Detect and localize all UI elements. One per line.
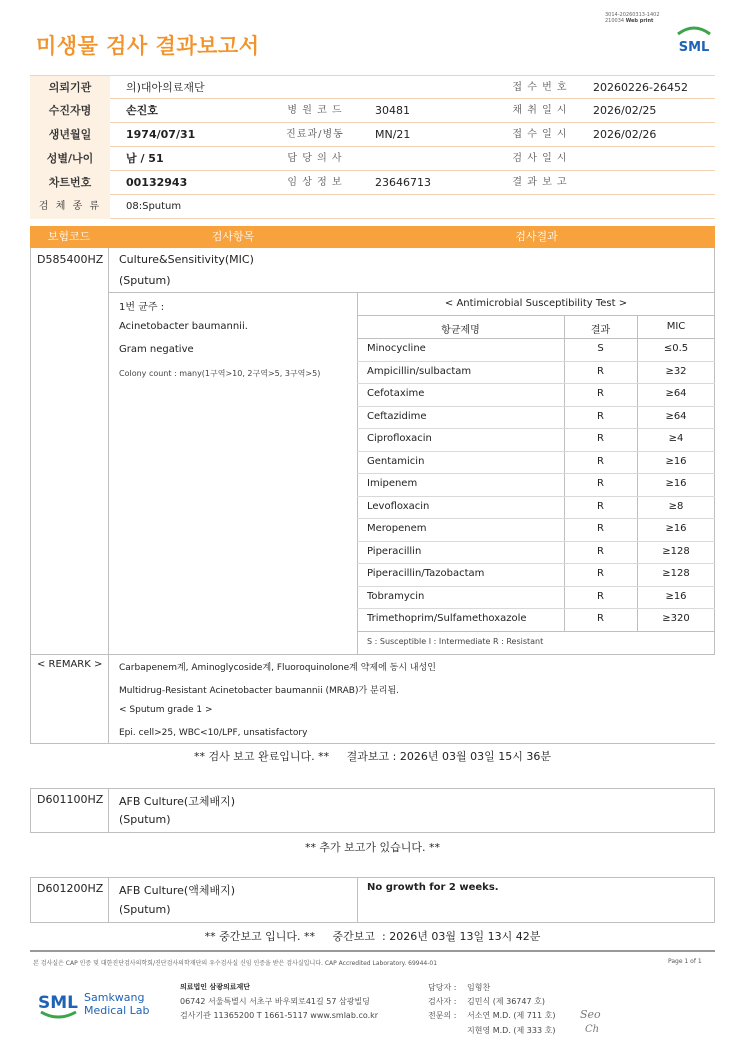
ast-row-divider: [357, 451, 715, 452]
header-code: 보험코드: [47, 230, 91, 243]
border: [30, 654, 715, 655]
ast-drug: Piperacillin: [367, 545, 422, 557]
ast-title: < Antimicrobial Susceptibility Test >: [444, 298, 628, 309]
ast-row-divider: [357, 608, 715, 609]
ast-drug: Gentamicin: [367, 455, 425, 467]
label-collection-date: 채 취 일 시: [512, 105, 568, 116]
ast-drug: Ceftazidime: [367, 410, 427, 422]
ast-row-divider: [357, 563, 715, 564]
label-sex-age: 성별/나이: [30, 147, 110, 171]
strain-label: 1번 균주 :: [119, 302, 165, 313]
ast-result: R: [597, 613, 604, 624]
label-birth-date: 생년월일: [30, 123, 110, 147]
ast-mic: ≥320: [662, 613, 690, 624]
staff-name: 임형찬: [467, 983, 491, 992]
ast-mic: ≥4: [668, 433, 684, 444]
test-specimen: (Sputum): [119, 274, 171, 287]
test3-status: ** 중간보고 입니다. ** 중간보고 : 2026년 03월 13일 13시 42분: [204, 930, 541, 943]
ast-drug: Imipenem: [367, 478, 418, 489]
ast-result: S: [597, 343, 604, 354]
ast-drug: Cefotaxime: [367, 388, 425, 399]
staff-role: 검사자 :: [428, 997, 457, 1006]
test2-name: AFB Culture(고체배지): [119, 795, 236, 808]
border: [30, 788, 31, 832]
ast-mic: ≥64: [665, 388, 687, 399]
ast-drug: Trimethoprim/Sulfamethoxazole: [367, 613, 527, 624]
test1-status: ** 검사 보고 완료입니다. ** 결과보고 : 2026년 03월 03일 15시 36분: [194, 750, 551, 763]
remark-line: Carbapenem계, Aminoglycoside계, Fluoroquinolone계 약제에 동시 내성인: [119, 663, 436, 673]
staff-role: 전문의 :: [428, 1011, 457, 1020]
ast-mic: ≥16: [665, 523, 687, 534]
label-test-date: 검 사 일 시: [512, 153, 568, 164]
remark-line: Multidrug-Resistant Acinetobacter baumannii (MRAB)가 분리됨.: [119, 686, 399, 696]
value-chart-number: 00132943: [126, 176, 188, 189]
ast-mic: ≥16: [665, 590, 687, 602]
ast-col-mic: MIC: [666, 321, 686, 332]
sml-footer-logo: [36, 982, 81, 1022]
ast-row-divider: [357, 406, 715, 407]
border: [30, 922, 715, 923]
org-name: 의료법인 삼광의료재단: [180, 983, 251, 991]
value-sex-age: 남 / 51: [126, 152, 164, 165]
label-received-date: 접 수 일 시: [512, 129, 568, 140]
ast-result: R: [597, 433, 604, 444]
organism-name: Acinetobacter baumannii.: [119, 321, 248, 332]
value-accession: 20260226-26452: [593, 81, 688, 94]
label-department: 진료과/병동: [286, 129, 344, 140]
test2-specimen: (Sputum): [119, 813, 171, 826]
label-chart-number: 차트번호: [30, 171, 110, 195]
ast-result: R: [597, 590, 604, 602]
ast-drug: Piperacillin/Tazobactam: [367, 568, 485, 579]
ast-drug: Meropenem: [367, 523, 427, 534]
org-contact: 검사기관 11365200 T 1661-5117 www.smlab.co.kr: [180, 1011, 379, 1020]
border: [108, 292, 715, 293]
colony-count: Colony count : many(1구역>10, 2구역>5, 3구역>5): [119, 369, 321, 378]
header-result: 검사결과: [515, 230, 558, 243]
ast-col-drug: 항균제명: [441, 325, 480, 336]
info-row: [30, 195, 715, 219]
ast-legend: S : Susceptible I : Intermediate R : Resistant: [367, 637, 544, 646]
ast-mic: ≥64: [665, 410, 687, 422]
label-requester: 의뢰기관: [30, 76, 110, 100]
print-code: 3014-20260313-1402 210034 Web print: [605, 12, 660, 24]
ast-result: R: [597, 568, 604, 579]
ast-drug: Tobramycin: [367, 590, 425, 602]
ast-drug: Ampicillin/sulbactam: [367, 365, 472, 377]
label-report-date: 결 과 보 고: [512, 177, 568, 188]
label-doctor: 담 당 의 사: [287, 153, 343, 164]
sml-logo: [674, 24, 714, 58]
value-patient-name: 손진호: [126, 104, 158, 117]
test3-result: No growth for 2 weeks.: [367, 882, 499, 893]
info-row: [30, 171, 715, 195]
info-row: [30, 75, 715, 99]
border: [30, 877, 715, 878]
remark-line: < Sputum grade 1 >: [119, 705, 213, 715]
svg-text:SML: SML: [678, 40, 710, 55]
border: [357, 877, 358, 922]
ast-result: R: [597, 388, 604, 399]
border: [30, 743, 715, 744]
label-hospital-code: 병 원 코 드: [287, 105, 343, 116]
ast-row-divider: [357, 496, 715, 497]
ast-mic: ≥8: [668, 500, 684, 512]
ast-row-divider: [357, 541, 715, 542]
value-collection-date: 2026/02/25: [593, 104, 657, 117]
org-address: 06742 서울특별시 서초구 바우뫼로41길 57 삼광빌딩: [180, 997, 370, 1006]
value-received-date: 2026/02/26: [593, 128, 657, 141]
label-specimen: 검 체 종 류: [30, 195, 110, 219]
label-accession: 접 수 번 호: [512, 82, 568, 93]
border: [357, 631, 715, 632]
info-row: [30, 147, 715, 171]
border: [357, 315, 715, 316]
signature: Ch: [585, 1024, 600, 1035]
ast-row-divider: [357, 428, 715, 429]
ast-drug: Minocycline: [367, 343, 426, 354]
value-department: MN/21: [375, 128, 411, 141]
page-number: Page 1 of 1: [668, 958, 702, 965]
remark-label: < REMARK >: [37, 659, 103, 670]
accreditation-note: 본 검사실은 CAP 인증 및 대한진단검사의학회/진단검사의학재단의 우수검사실 신임 인증을 받은 검사실입니다. CAP Accredited Laboratory. 69944-01: [33, 960, 438, 967]
test3-name: AFB Culture(액체배지): [119, 884, 236, 897]
value-clinical-info: 23646713: [375, 176, 431, 189]
ast-drug: Levofloxacin: [367, 500, 430, 512]
border: [108, 788, 109, 832]
test3-code: D601200HZ: [37, 882, 104, 895]
ast-result: R: [597, 523, 604, 534]
border: [714, 788, 715, 832]
value-specimen: 08:Sputum: [126, 201, 182, 212]
test-name: Culture&Sensitivity(MIC): [119, 253, 254, 266]
info-row: [30, 99, 715, 123]
ast-col-result: 결과: [590, 325, 611, 336]
ast-row-divider: [357, 518, 715, 519]
result-table-header: [30, 226, 715, 248]
value-requester: 의)대아의료재단: [126, 81, 205, 94]
border: [108, 877, 109, 922]
remark-line: Epi. cell>25, WBC<10/LPF, unsatisfactory: [119, 728, 308, 738]
ast-result: R: [597, 478, 604, 489]
staff-role: 담당자 :: [428, 983, 457, 992]
ast-mic: ≥128: [662, 545, 690, 557]
border: [714, 877, 715, 922]
ast-mic: ≥16: [665, 455, 687, 467]
staff-name: 서소연 M.D. (제 711 호): [467, 1011, 556, 1020]
ast-result: R: [597, 455, 604, 467]
test-code: D585400HZ: [37, 253, 104, 266]
ast-row-divider: [357, 473, 715, 474]
test2-status: ** 추가 보고가 있습니다. **: [304, 841, 441, 854]
ast-row-divider: [357, 361, 715, 362]
ast-result: R: [597, 500, 604, 512]
report-title: 미생물 검사 결과보고서: [36, 34, 260, 58]
ast-row-divider: [357, 586, 715, 587]
test3-specimen: (Sputum): [119, 903, 171, 916]
border: [30, 832, 715, 833]
label-patient-name: 수진자명: [30, 99, 110, 123]
value-birth-date: 1974/07/31: [126, 128, 196, 141]
border: [108, 248, 109, 744]
border: [357, 338, 715, 339]
signature: Seo: [580, 1008, 601, 1021]
staff-name: 지현영 M.D. (제 333 호): [467, 1026, 556, 1035]
test2-code: D601100HZ: [37, 793, 104, 806]
ast-mic: ≥128: [662, 568, 690, 579]
patient-info-table: [30, 75, 715, 219]
lab-name: Samkwang Medical Lab: [84, 991, 150, 1017]
label-clinical-info: 임 상 정 보: [287, 177, 343, 188]
border: [30, 877, 31, 922]
ast-result: R: [597, 410, 604, 422]
gram-stain: Gram negative: [119, 344, 194, 355]
ast-mic: ≤0.5: [663, 343, 689, 354]
staff-name: 김민식 (제 36747 호): [467, 997, 545, 1006]
border: [30, 248, 31, 744]
info-row: [30, 123, 715, 147]
value-hospital-code: 30481: [375, 104, 410, 117]
ast-drug: Ciprofloxacin: [367, 433, 432, 444]
border: [30, 788, 715, 789]
ast-result: R: [597, 365, 604, 377]
ast-mic: ≥16: [665, 478, 687, 489]
footer-divider: [30, 950, 715, 952]
ast-mic: ≥32: [665, 365, 687, 377]
ast-row-divider: [357, 383, 715, 384]
header-item: 검사항목: [211, 230, 255, 243]
ast-result: R: [597, 545, 604, 557]
svg-text:SML: SML: [38, 993, 78, 1013]
